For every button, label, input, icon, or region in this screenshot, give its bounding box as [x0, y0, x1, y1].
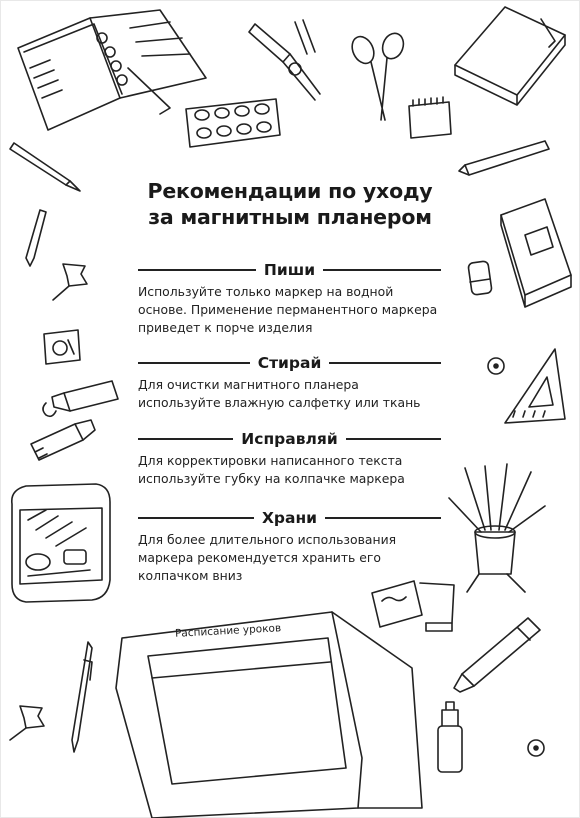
page-title [120, 178, 460, 230]
section-heading: Пиши [263, 261, 316, 279]
section-heading: Исправляй [241, 430, 338, 448]
triangle-ruler-icon [495, 345, 570, 430]
bottom-pin-icon [524, 736, 548, 760]
heading-rule-left [138, 517, 254, 519]
heading-rule-left [138, 362, 250, 364]
marker-icon [448, 610, 548, 695]
schedule-board-icon [112, 608, 442, 818]
section-heading-row [138, 508, 441, 528]
pen-icon [62, 640, 102, 760]
glue-tube-icon [38, 375, 128, 420]
heading-rule-right [329, 362, 441, 364]
heading-rule-left [138, 269, 256, 271]
section-heading-row [138, 429, 441, 449]
pushpin-icon [45, 258, 100, 303]
section-text: Для корректировки написанного текста используйте губку на колпачке маркера [138, 453, 405, 486]
notepad-icon [405, 98, 455, 140]
small-pencil-icon [18, 208, 48, 268]
book-icon [495, 195, 575, 310]
title-line-1: Рекомендации по уходу [147, 179, 433, 203]
section-heading: Храни [261, 509, 318, 527]
heading-rule-right [325, 517, 441, 519]
section-heading-row [138, 260, 441, 280]
paint-tube-icon [25, 418, 100, 468]
section-store [138, 508, 441, 585]
title-line-2: за магнитным планером [148, 205, 432, 229]
section-heading-row [138, 353, 441, 373]
heading-rule-right [346, 438, 441, 440]
section-text: Для более длительного использования маркера рекомендуется хранить его колпачком вниз [138, 532, 397, 583]
pencil-case-icon [6, 480, 116, 610]
section-erase [138, 353, 441, 412]
watercolor-icon [180, 95, 285, 155]
section-text: Используйте только маркер на водной основе. Применение перманентного маркера приведет к порче изделия [138, 284, 438, 335]
pencil-icon [10, 135, 85, 195]
section-text: Для очистки магнитного планера используйте влажную салфетку или ткань [138, 377, 421, 410]
section-correct [138, 429, 441, 488]
section-heading: Стирай [257, 354, 322, 372]
sharpener-icon [38, 328, 86, 368]
pencil-right-icon [455, 135, 555, 180]
notebook-icon [445, 5, 570, 100]
schedule-label: Расписание уроков [174, 622, 282, 640]
bottom-pushpin-icon [4, 700, 54, 745]
heading-rule-right [323, 269, 441, 271]
heading-rule-left [138, 438, 233, 440]
section-write [138, 260, 441, 337]
eraser-icon [466, 258, 496, 300]
